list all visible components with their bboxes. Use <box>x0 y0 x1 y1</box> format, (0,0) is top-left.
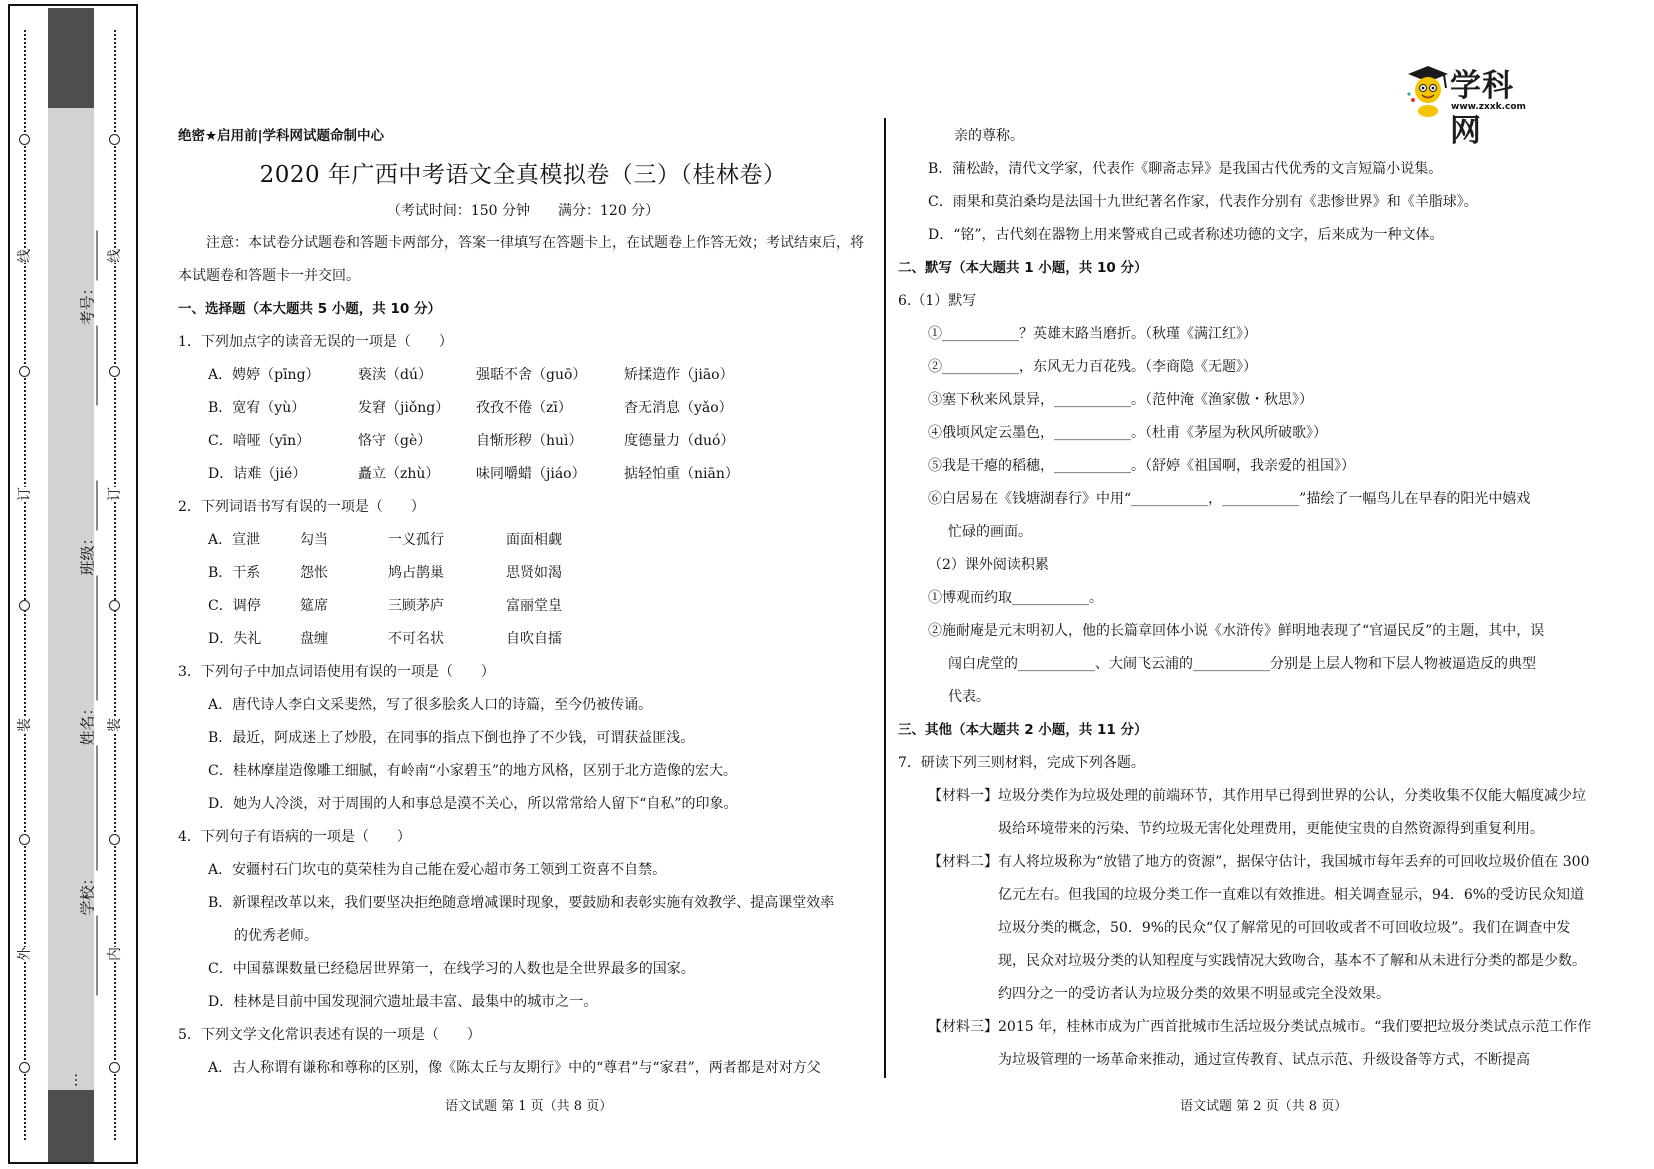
option-cell: 三顾茅庐 <box>388 598 444 614</box>
question-option: B．最近，阿成迷上了炒股，在同事的指点下倒也挣了不少钱，可谓获益匪浅。 <box>208 730 695 746</box>
question-option: D．“铭”，古代刻在器物上用来警戒自己或者称述功德的文字，后来成为一种文体。 <box>928 227 1444 243</box>
inner-char-nei: 内 <box>107 947 123 961</box>
mascot-icon <box>1402 60 1452 118</box>
question-stem: 2．下列词语书写有误的一项是（ ） <box>178 499 425 515</box>
option-cell: 盘缠 <box>300 631 328 647</box>
class-field[interactable] <box>77 530 98 656</box>
option-cell: 强聒不舍（guō） <box>476 367 587 383</box>
option-cell: 发窘（jiǒng） <box>358 400 450 416</box>
option-cell: 自吹自擂 <box>506 631 562 647</box>
option-cell: A．娉婷（pīng） <box>208 367 320 383</box>
option-cell: B．干系 <box>208 565 261 581</box>
inner-char-ding: 订 <box>107 487 123 501</box>
question-subpart: （2）课外阅读积累 <box>928 557 1049 573</box>
option-cell: 一义孤行 <box>388 532 444 548</box>
question-stem: 7．研读下列三则材料，完成下列各题。 <box>898 755 1145 771</box>
binding-hole-circle <box>19 834 30 845</box>
exam-info: （考试时间：150 分钟 满分：120 分） <box>386 203 660 219</box>
outer-char-xian: 线 <box>17 249 33 263</box>
question-option-continued: 的优秀老师。 <box>234 928 318 944</box>
section-heading-choice: 一、选择题（本大题共 5 小题，共 10 分） <box>178 301 441 317</box>
left-column <box>178 120 868 1085</box>
logo-text: 学科网 <box>1450 68 1514 149</box>
page-footer-left: 语文试题 第 1 页（共 8 页） <box>445 1099 613 1114</box>
option-cell: 度德量力（duó） <box>624 433 735 449</box>
material-label: 【材料三】 <box>928 1019 998 1035</box>
option-cell: 杳无消息（yǎo） <box>624 400 733 416</box>
material-text: 2015 年，桂林市成为广西首批城市生活垃圾分类试点城市。“我们要把垃圾分类试点示范工作作为垃圾管理的一场革命来推动，通过宣传教育、试点示范、升级设备等方式，不断提高 <box>998 1019 1592 1068</box>
question-option-row <box>178 557 868 590</box>
column-divider <box>884 118 886 1078</box>
question-option: D．桂林是目前中国发现洞穴遗址最丰富、最集中的城市之一。 <box>208 994 598 1010</box>
question-option: B．新课程改革以来，我们要坚决拒绝随意增减课时现象，要鼓励和表彰实施有效教学、提高课堂效率 <box>208 895 835 911</box>
question-stem: 6.（1）默写 <box>898 293 977 309</box>
option-cell: 孜孜不倦（zī） <box>476 400 572 416</box>
option-cell: 勾当 <box>300 532 328 548</box>
question-stem: 4．下列句子有语病的一项是（ ） <box>178 829 411 845</box>
logo-url: www.zxxk.com <box>1451 102 1526 112</box>
question-option: C．桂林摩崖造像雕工细腻，有岭南“小家碧玉”的地方风格，区别于北方造像的宏大。 <box>208 763 738 779</box>
dictation-line: ②___________，东风无力百花残。（李商隐《无题》） <box>928 359 1257 375</box>
material-block <box>898 1011 1598 1077</box>
school-blank[interactable] <box>84 916 98 996</box>
question-stem: 3．下列句子中加点词语使用有误的一项是（ ） <box>178 664 495 680</box>
binding-hole-circle <box>109 366 120 377</box>
reading-line-continued: 闯白虎堂的___________、大闹飞云浦的___________分别是上层人物和下层人物被逼造反的典型 <box>948 656 1536 672</box>
binding-end-mark: … <box>65 1073 81 1087</box>
dictation-line: ⑥白居易在《钱塘湖春行》中用“___________，___________”描绘了一幅鸟儿在早春的阳光中嬉戏 <box>928 491 1531 507</box>
option-cell: 不可名状 <box>388 631 444 647</box>
class-blank[interactable] <box>84 576 98 656</box>
question-option: A．安疆村石门坎屯的莫荣桂为自己能在爱心超市务工领到工资喜不自禁。 <box>208 862 667 878</box>
binding-hole-circle <box>19 134 30 145</box>
option-cell: D．失礼 <box>208 631 262 647</box>
option-cell: 怨怅 <box>300 565 328 581</box>
exam-number-field[interactable] <box>77 280 98 406</box>
class-label: 班级： <box>78 530 97 576</box>
question-option: A．古人称谓有谦称和尊称的区别，像《陈太丘与友期行》中的“尊君”与“家君”，两者都是对对方父 <box>208 1060 821 1076</box>
question-option-continued: 亲的尊称。 <box>954 128 1024 144</box>
outer-char-ding: 订 <box>17 487 33 501</box>
option-cell: 恪守（gè） <box>358 433 432 449</box>
school-label: 学校： <box>78 870 97 916</box>
reading-line-continued: 代表。 <box>948 689 990 705</box>
binding-hole-circle <box>19 366 30 377</box>
binding-margin <box>0 0 140 1169</box>
section-heading-other: 三、其他（本大题共 2 小题，共 11 分） <box>898 722 1148 738</box>
option-cell: C．喑哑（yīn） <box>208 433 311 449</box>
question-option-row <box>178 524 868 557</box>
material-block <box>898 780 1598 846</box>
option-cell: D．诘难（jié） <box>208 466 307 482</box>
right-column <box>898 120 1598 1077</box>
option-cell: C．调停 <box>208 598 261 614</box>
option-cell: 自惭形秽（huì） <box>476 433 583 449</box>
question-stem: 1．下列加点字的读音无误的一项是（ ） <box>178 334 453 350</box>
outer-char-zhuang: 装 <box>17 718 33 732</box>
question-option: C．雨果和莫泊桑均是法国十九世纪著名作家，代表作分别有《悲惨世界》和《羊脂球》。 <box>928 194 1478 210</box>
inner-char-zhuang: 装 <box>107 718 123 732</box>
question-option-row <box>178 623 868 656</box>
binding-hole-circle <box>19 1062 30 1073</box>
question-option: C．中国慕课数量已经稳居世界第一，在线学习的人数也是全世界最多的国家。 <box>208 961 695 977</box>
name-blank-2[interactable] <box>84 650 98 700</box>
school-field[interactable] <box>77 870 98 996</box>
option-cell: 矗立（zhù） <box>358 466 440 482</box>
option-cell: A．宣泄 <box>208 532 261 548</box>
option-cell: 面面相觑 <box>506 532 562 548</box>
dictation-line: ④俄顷风定云墨色，___________。（杜甫《茅屋为秋风所破歌》） <box>928 425 1327 441</box>
question-option: B．蒲松龄，清代文学家，代表作《聊斋志异》是我国古代优秀的文言短篇小说集。 <box>928 161 1443 177</box>
binding-hole-circle <box>109 134 120 145</box>
reading-line: ②施耐庵是元末明初人，他的长篇章回体小说《水浒传》鲜明地表现了“官逼民反”的主题，其中，误 <box>928 623 1545 639</box>
exam-number-blank-2[interactable] <box>84 230 98 280</box>
material-text: 垃圾分类作为垃圾处理的前端环节，其作用早已得到世界的公认，分类收集不仅能大幅度减少垃圾给环境带来的污染、节约垃圾无害化处理费用，更能使宝贵的自然资源得到重复利用。 <box>998 788 1586 837</box>
question-option-row <box>178 392 868 425</box>
binding-hole-circle <box>109 1062 120 1073</box>
name-field[interactable] <box>77 700 98 826</box>
page-title: 2020 年广西中考语文全真模拟卷（三）（桂林卷） <box>259 162 787 188</box>
material-label: 【材料二】 <box>928 854 998 870</box>
zxxk-logo <box>1402 60 1542 149</box>
binding-hole-circle <box>109 834 120 845</box>
exam-number-label: 考号： <box>78 280 97 326</box>
option-cell: 富丽堂皇 <box>506 598 562 614</box>
dictation-line: ①___________？英雄末路当磨折。（秋瑾《满江红》） <box>928 326 1257 342</box>
dictation-line: ⑤我是干瘪的稻穗，___________。（舒婷《祖国啊，我亲爱的祖国》） <box>928 458 1355 474</box>
question-option-row <box>178 425 868 458</box>
question-stem: 5．下列文学文化常识表述有误的一项是（ ） <box>178 1027 481 1043</box>
outer-char-wai: 外 <box>17 947 33 961</box>
school-blank-2[interactable] <box>84 820 98 870</box>
material-text: 有人将垃圾称为“放错了地方的资源”，据保守估计，我国城市每年丢弃的可回收垃圾价值在 300 亿元左右。但我国的垃圾分类工作一直难以有效推进。相关调查显示，94．6%的受访民众知道垃圾分类的概念，50．9%的民众“仅了解常见的可回收或者不可回收垃圾”。我们在调查中发现，民众对垃圾分类的认知程度与实践情况大致吻合，基本不了解和从未进行分类的都是少数。约四分之一的受访者认为垃圾分类的效果不明显或完全没效果。 <box>998 854 1590 1002</box>
option-cell: 掂轻怕重（niān） <box>624 466 739 482</box>
reading-line: ①博观而约取___________。 <box>928 590 1103 606</box>
question-option-row <box>178 359 868 392</box>
class-blank-2[interactable] <box>84 480 98 530</box>
material-label: 【材料一】 <box>928 788 998 804</box>
dictation-line-continued: 忙碌的画面。 <box>948 524 1032 540</box>
binding-hole-circle <box>109 600 120 611</box>
material-block <box>898 846 1598 1011</box>
option-cell: B．宽宥（yù） <box>208 400 306 416</box>
question-option: D．她为人冷淡，对于周围的人和事总是漠不关心，所以常常给人留下“自私”的印象。 <box>208 796 738 812</box>
binding-hole-circle <box>19 600 30 611</box>
dictation-line: ③塞下秋来风景异，___________。（范仲淹《渔家傲・秋思》） <box>928 392 1313 408</box>
secret-header: 绝密★启用前|学科网试题命制中心 <box>178 128 385 144</box>
notice-text: 注意：本试卷分试题卷和答题卡两部分，答案一律填写在答题卡上，在试题卷上作答无效；考试结束后，将本试题卷和答题卡一并交回。 <box>178 235 864 284</box>
question-option: A．唐代诗人李白文采斐然，写了很多脍炙人口的诗篇，至今仍被传诵。 <box>208 697 653 713</box>
option-cell: 筵席 <box>300 598 328 614</box>
binding-outline <box>8 4 138 1164</box>
outer-dotted-line <box>24 30 26 1140</box>
name-label: 姓名： <box>78 700 97 746</box>
option-cell: 思贤如渴 <box>506 565 562 581</box>
question-option-row <box>178 458 868 491</box>
question-option-row <box>178 590 868 623</box>
name-blank[interactable] <box>84 746 98 826</box>
option-cell: 亵渎（dú） <box>358 367 432 383</box>
option-cell: 味同嚼蜡（jiáo） <box>476 466 586 482</box>
section-heading-dictation: 二、默写（本大题共 1 小题，共 10 分） <box>898 260 1148 276</box>
option-cell: 鸠占鹊巢 <box>388 565 444 581</box>
inner-dotted-line <box>114 30 116 1140</box>
inner-char-xian: 线 <box>107 249 123 263</box>
exam-number-blank[interactable] <box>84 326 98 406</box>
option-cell: 矫揉造作（jiāo） <box>624 367 734 383</box>
page-footer-right: 语文试题 第 2 页（共 8 页） <box>1180 1099 1348 1114</box>
